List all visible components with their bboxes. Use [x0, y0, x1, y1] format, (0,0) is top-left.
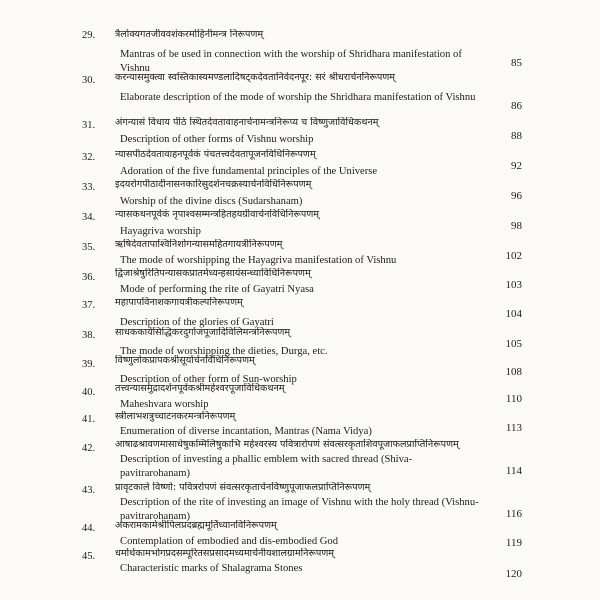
english-description: Maheshvara worship [120, 399, 209, 410]
entry-number: 29. [82, 30, 96, 41]
english-description: Contemplation of embodied and dis-embodied God [120, 536, 339, 547]
entry-number: 40. [82, 387, 96, 398]
english-description: Description of other forms of Vishnu worship [120, 134, 314, 145]
sanskrit-title: इदयरोगपीठादीनासनकारिसुदर्शनचक्रस्यार्चनविधिनिरूपणम् [115, 179, 312, 190]
entry-number: 41. [82, 414, 96, 425]
english-description: Description of the glories of Gayatri [120, 317, 274, 328]
page-number: 102 [505, 250, 522, 262]
entry-number: 31. [82, 120, 96, 131]
sanskrit-title: स्त्रीलाभशत्रुच्चाटनकरमन्त्रनिरूपणम् [115, 411, 236, 422]
english-description: Mantras of be used in connection with the worship of Shridhara manifestation of Vishnu [120, 49, 462, 74]
english-description: Characteristic marks of Shalagrama Stones [120, 563, 303, 574]
entry-number: 44. [82, 523, 96, 534]
sanskrit-title: तत्त्वन्यासमुद्रादर्शनपूर्वकश्रीमहेश्वरपूजाविधिकथनम् [115, 383, 285, 394]
english-description: Hayagriva worship [120, 226, 201, 237]
entry-number: 32. [82, 152, 96, 163]
entry-number: 33. [82, 182, 96, 193]
page-number: 98 [511, 220, 522, 232]
english-description: Mode of performing the rite of Gayatri Nyasa [120, 284, 314, 295]
sanskrit-title: महापापविनाशकगायत्रीकल्पनिरूपणम् [115, 297, 243, 308]
english-description: The mode of worshipping the dieties, Durga, etc. [120, 346, 328, 357]
entry-number: 35. [82, 242, 96, 253]
page-number: 88 [511, 130, 522, 142]
entry-number: 42. [82, 443, 96, 454]
page-number: 116 [505, 508, 522, 520]
english-description: Elaborate description of the mode of worship the Shridhara manifestation of Vishnu [120, 92, 476, 103]
sanskrit-title: विष्णुलोकप्रापकश्रीसूर्यार्चनविधिनिरूपणम् [115, 355, 255, 366]
sanskrit-title: प्रावृटकाले विष्णो: पवित्ररोपणं संवत्सरकृतार्चनविष्णुपूजाफलप्राप्तिनिरूपणम् [115, 482, 371, 493]
page-number: 119 [505, 537, 522, 549]
sanskrit-title: त्रैलोक्यगतजीववशंकरमोहिनीमन्त्र निरूपणम् [115, 29, 264, 40]
sanskrit-title: आषाढश्रावणमासाधेषुकम्मिलिषुकाभि महेश्वरस्य पवित्रारोपणं संवत्सरकृताशिवपूजाफलप्राप्तिनिरूपणम् [115, 439, 459, 450]
page-number: 104 [505, 308, 522, 320]
english-description: Enumeration of diverse incantation, Mantras (Nama Vidya) [120, 426, 372, 437]
sanskrit-title: साधककार्यसिद्धिकरदुर्गाजपूजादिविलिमन्त्रनिरूपणम् [115, 327, 291, 338]
english-description: Description of other form of Sun-worship [120, 374, 297, 385]
page-number: 110 [505, 393, 522, 405]
entry-number: 43. [82, 485, 96, 496]
entry-number: 37. [82, 300, 96, 311]
entry-number: 36. [82, 272, 96, 283]
english-description: Adoration of the five fundamental principles of the Universe [120, 166, 378, 177]
page-number: 108 [505, 366, 522, 378]
page-number: 120 [505, 568, 522, 580]
english-description: The mode of worshipping the Hayagriva manifestation of Vishnu [120, 255, 397, 266]
page-number: 113 [505, 422, 522, 434]
entry-number: 39. [82, 359, 96, 370]
sanskrit-title: न्यासकथनपूर्वकं नृपाश्वसम्मन्त्रहितहयग्रीवार्चनविधिनिरूपणम् [115, 209, 319, 220]
page-number: 86 [511, 100, 522, 112]
sanskrit-title: करन्यासमुक्त्वा स्वस्तिकास्यमण्डलादिषट्कदेवतानिवेदनपूर: सरं श्रीधरार्चननिरूपणम् [115, 72, 396, 83]
page-number: 105 [505, 338, 522, 350]
english-description: Description of investing a phallic emblem with sacred thread (Shiva-pavitrarohanam) [120, 454, 413, 479]
sanskrit-title: न्यासपीठदेवतावाहनपूर्वकं पंचतत्त्वदेवतापूजनविधिनिरूपणम् [115, 149, 316, 160]
sanskrit-title: अकरामकामेश्रीपिलप्रदब्रह्ममूर्तिध्यानविनिरूपणम् [115, 520, 277, 531]
page-number: 114 [505, 465, 522, 477]
sanskrit-title: अंगन्यासं विधाय पीठे स्थितदेवतावाहनार्चनामन्त्रनिरूप्य च विष्णुजाविधिकथनम् [115, 117, 379, 128]
page-number: 92 [511, 160, 522, 172]
english-description: Description of the rite of investing an image of Vishnu with the holy thread (Vishnu-pavitrarohanam) [120, 497, 479, 522]
sanskrit-title: धर्मार्थकामभोगप्रदसम्पूरितसप्रसादमध्यमार्चनीयशालग्रामनिरूपणम् [115, 548, 335, 559]
entry-number: 45. [82, 551, 96, 562]
page-number: 96 [511, 190, 522, 202]
page-number: 85 [511, 57, 522, 69]
sanskrit-title: द्विजाश्रेषुरितिपन्यासकप्रातर्मध्यन्हसायंसन्ध्याविधिनिरूपणम् [115, 268, 311, 279]
english-description: Worship of the divine discs (Sudarshanam) [120, 196, 303, 207]
entry-number: 38. [82, 330, 96, 341]
entry-number: 34. [82, 212, 96, 223]
entry-number: 30. [82, 75, 96, 86]
sanskrit-title: ऋषिदेवतापाश्विनिशोगन्यासमहितगायत्रीनिरूपणम् [115, 239, 283, 250]
page-number: 103 [505, 279, 522, 291]
